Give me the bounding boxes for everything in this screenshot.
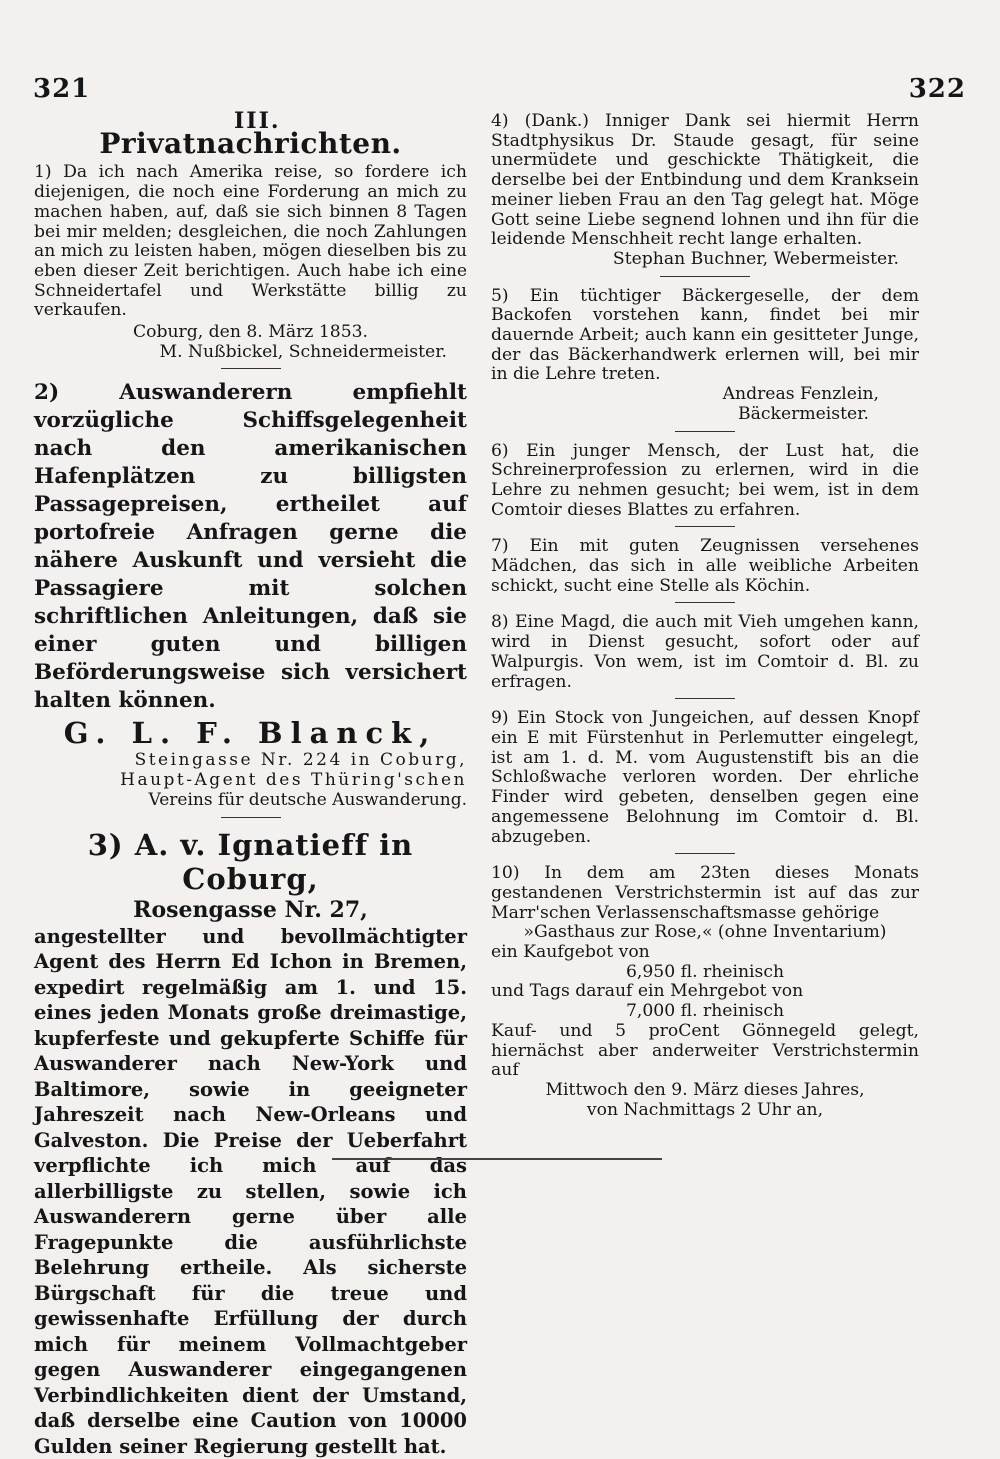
separator-rule [221, 368, 281, 369]
notice-7-text: 7) Ein mit guten Zeugnissen versehenes Mädchen, das sich in alle weibliche Arbeiten schickt, sucht eine Stelle als Köchin. [491, 536, 919, 596]
notice-5-signature: Andreas Fenzlein, [722, 384, 879, 405]
separator-rule [675, 602, 735, 603]
notice-5-text: 5) Ein tüchtiger Bäckergeselle, der dem Backofen vorstehen kann, findet bei mir dauernde Arbeit; auch kann ein gesitteter Junge, der das Bäckerhandwerk erlernen will, bei mir in die Lehre treten. [491, 285, 919, 385]
separator-rule [675, 526, 735, 527]
notice-3-text: angestellter und bevollmächtigter Agent des Herrn Ed Ichon in Bremen, expedirt regelmäßig am 1. und 15. eines jeden Monats große dreimastige, kupferfeste und gekupferte Schiffe für Auswanderer nach New-York und Baltimore, sowie in geeigneter Jahreszeit nach New-Orleans und Galveston. Die Preise der Ueberfahrt verpflichte ich mich auf das allerbilligste zu stellen, sowie ich Auswanderern gerne über alle Fragepunkte die ausführlichste Belehrung ertheile. Als sicherste Bürgschaft für die treue und gewissenhafte Erfüllung der durch mich für meinem Vollmachtgeber gegen Auswanderer eingegangenen Verbindlichkeiten dient der Umstand, daß derselbe eine Caution von 10000 Gulden seiner Regierung gestellt hat. [34, 924, 467, 1458]
notice-10-bid-2: und Tags darauf ein Mehrgebot von [491, 981, 804, 1002]
notice-3-address: Rosengasse Nr. 27, [133, 896, 368, 923]
bottom-rule [332, 1158, 662, 1160]
notice-4-text: 4) (Dank.) Inniger Dank sei hiermit Herrn Stadtphysikus Dr. Staude gesagt, für seine unermüdete und geschickte Thätigkeit, die derselbe bei der Entbindung und dem Kranksein meiner lieben Frau an den Tag gelegt hat. Möge Gott seine Liebe segnend lohnen und ihn für die leidende Menschheit recht lange erhalten. [491, 111, 919, 250]
notice-2-address: Steingasse Nr. 224 in Coburg, [134, 750, 467, 771]
separator-rule [660, 276, 750, 277]
notice-9-text: 9) Ein Stock von Jungeichen, auf dessen Knopf ein E mit Fürstenhut in Perlemutter eingelegt, ist am 1. d. M. vom Augustenstift bis an die Schloßwache verloren worden. Der ehrliche Finder wird gebeten, denselben gegen eine angemessene Belohnung im Comtoir d. Bl. abzugeben. [491, 708, 919, 847]
notice-2-text: 2) Auswanderern empfiehlt vorzügliche Schiffsgelegenheit nach den amerikanischen Hafenplätzen zu billigsten Passagepreisen, ertheilet auf portofreie Anfragen gerne die nähere Auskunft und versieht die Passagiere mit solchen schriftlichen Anleitungen, daß sie einer guten und billigen Beförderungsweise sich versichert halten können. [34, 380, 467, 714]
separator-rule [675, 698, 735, 699]
notice-2-association: Vereins für deutsche Auswanderung. [148, 789, 467, 810]
section-numeral: III. [234, 108, 281, 134]
separator-rule [221, 817, 281, 818]
separator-rule [675, 431, 735, 432]
right-column [491, 112, 919, 1120]
left-column [34, 108, 467, 1459]
notice-10-time: von Nachmittags 2 Uhr an, [586, 1099, 824, 1120]
notice-10-date: Mittwoch den 9. März dieses Jahres, [545, 1079, 865, 1100]
notice-8-text: 8) Eine Magd, die auch mit Vieh umgehen kann, wird in Dienst gesucht, sofort oder auf Walpurgis. Von wem, ist im Comtoir d. Bl. zu erfragen. [491, 612, 919, 692]
notice-5-title: Bäckermeister. [738, 403, 869, 424]
notice-2-agent: Haupt-Agent des Thüring'schen [120, 770, 467, 791]
notice-1-date: Coburg, den 8. März 1853. [132, 322, 369, 343]
notice-2-signature: G. L. F. Blanck, [63, 716, 438, 751]
notice-10-amount-1: 6,950 fl. rheinisch [625, 961, 785, 982]
notice-3-heading: 3) A. v. Ignatieff in Coburg, [87, 827, 414, 896]
notice-6-text: 6) Ein junger Mensch, der Lust hat, die Schreinerprofession zu erlernen, wird in die Lehre zu nehmen gesucht; bei wem, ist in dem Comtoir dieses Blattes zu erfahren. [491, 440, 919, 520]
notice-1-text: 1) Da ich nach Amerika reise, so fordere ich diejenigen, die noch eine Forderung an mich zu machen haben, auf, daß sie sich binnen 8 Tagen bei mir melden; desgleichen, die noch Zahlungen an mich zu leisten haben, mögen dieselben bis zu eben dieser Zeit berichtigen. Auch habe ich eine Schneidertafel und Werkstätte billig zu verkaufen. [34, 162, 467, 321]
notice-10-rest: Kauf- und 5 proCent Gönnegeld gelegt, hiernächst aber anderweiter Verstrichstermin auf [491, 1020, 919, 1081]
notice-10-item: »Gasthaus zur Rose,« (ohne Inventarium) [523, 922, 887, 943]
notice-10-amount-2: 7,000 fl. rheinisch [625, 1001, 785, 1022]
notice-10-bid-1: ein Kaufgebot von [491, 942, 650, 963]
page-number-left: 321 [33, 74, 91, 104]
notice-10-text: 10) In dem am 23ten dieses Monats gestandenen Verstrichstermin ist auf das zur Marr'schen Verlassenschaftsmasse gehörige [491, 863, 919, 923]
separator-rule [675, 853, 735, 854]
notice-1-signature: M. Nußbickel, Schneidermeister. [159, 341, 447, 362]
section-heading: Privatnachrichten. [99, 126, 402, 160]
notice-4-signature: Stephan Buchner, Webermeister. [612, 248, 899, 269]
page-number-right: 322 [908, 74, 966, 104]
